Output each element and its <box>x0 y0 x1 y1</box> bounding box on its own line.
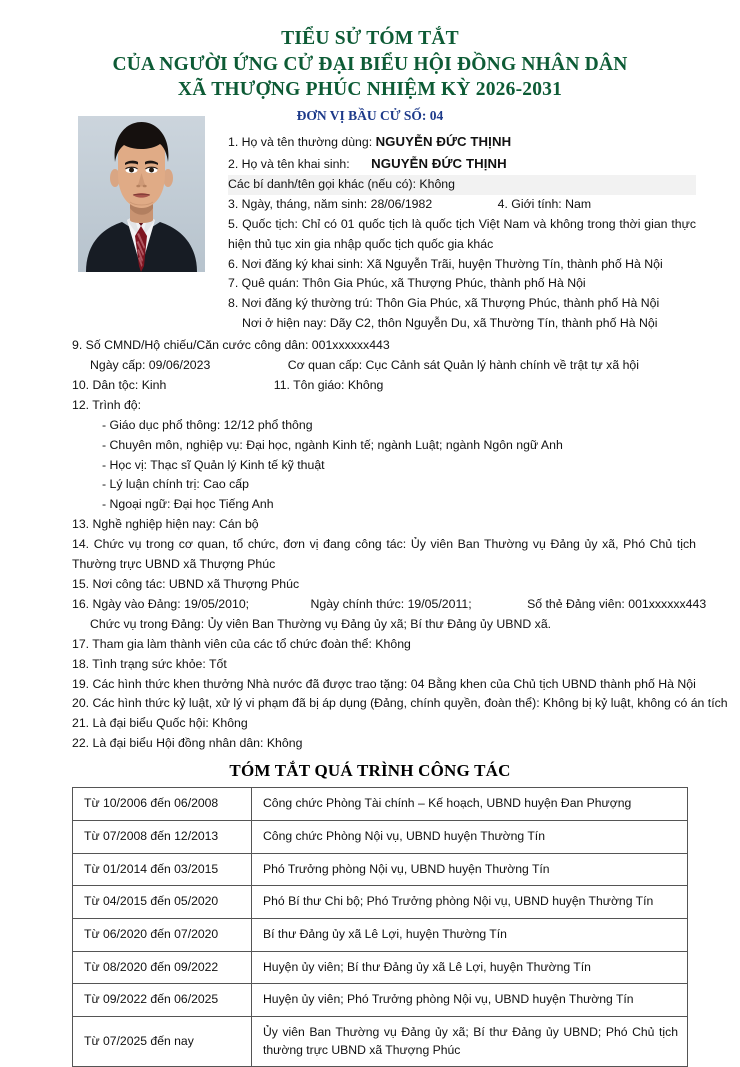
career-period: Từ 08/2020 đến 09/2022 <box>73 951 252 984</box>
info-item-12-education: 12. Trình độ: <box>72 397 142 412</box>
info-item-22-people-council: 22. Là đại biểu Hội đồng nhân dân: Không <box>72 736 303 751</box>
career-duty: Phó Bí thư Chi bộ; Phó Trưởng phòng Nội vụ, UBND huyện Thường Tín <box>252 886 688 919</box>
info-item-12d-politics: - Lý luận chính trị: Cao cấp <box>102 477 249 492</box>
info-item-15-workplace: 15. Nơi công tác: UBND xã Thượng Phúc <box>72 577 300 592</box>
candidate-portrait-photo <box>78 116 205 272</box>
item1-label: 1. Họ và tên thường dùng: <box>228 135 373 150</box>
item1-value: NGUYỄN ĐỨC THỊNH <box>375 134 512 150</box>
info-item-7-hometown: 7. Quê quán: Thôn Gia Phúc, xã Thượng Phúc, thành phố Hà Nội <box>228 276 586 291</box>
info-item-2 <box>228 153 696 175</box>
career-duty: Huyện ủy viên; Bí thư Đảng ủy xã Lê Lợi, huyện Thường Tín <box>252 951 688 984</box>
info-item-8-residence: 8. Nơi đăng ký thường trú: Thôn Gia Phúc, xã Thượng Phúc, thành phố Hà Nội <box>228 296 660 311</box>
career-period: Từ 07/2008 đến 12/2013 <box>73 820 252 853</box>
table-row <box>73 853 688 886</box>
career-period: Từ 04/2015 đến 05/2020 <box>73 886 252 919</box>
info-item-18-health: 18. Tình trạng sức khỏe: Tốt <box>72 656 227 671</box>
item16-official-date: Ngày chính thức: 19/05/2011; <box>310 596 472 611</box>
item9-issue-date: Ngày cấp: 09/06/2023 <box>90 358 211 373</box>
item3-birthdate: 3. Ngày, tháng, năm sinh: 28/06/1982 <box>228 196 433 211</box>
info-item-9-issue <box>72 356 696 376</box>
career-period: Từ 07/2025 đến nay <box>73 1016 252 1066</box>
info-item-20-discipline: 20. Các hình thức kỷ luật, xử lý vi phạm đã bị áp dụng (Đảng, chính quyền, đoàn thể): Không bị kỷ luật, không có án tích <box>72 696 728 711</box>
career-duty: Ủy viên Ban Thường vụ Đảng ủy xã; Bí thư Đảng ủy UBND; Phó Chủ tịch thường trực UBND xã Thượng Phúc <box>252 1016 688 1066</box>
career-duty: Bí thư Đảng ủy xã Lê Lợi, huyện Thường Tín <box>252 918 688 951</box>
career-duty: Công chức Phòng Tài chính – Kế hoạch, UBND huyện Đan Phượng <box>252 788 688 821</box>
career-duty: Huyện ủy viên; Phó Trưởng phòng Nội vụ, UBND huyện Thường Tín <box>252 984 688 1017</box>
document-header <box>0 0 740 125</box>
career-period: Từ 09/2022 đến 06/2025 <box>73 984 252 1017</box>
career-table-wrapper <box>72 787 688 1067</box>
table-row <box>73 788 688 821</box>
item10-ethnicity: 10. Dân tộc: Kinh <box>72 377 167 392</box>
info-item-12c-degree: - Học vị: Thạc sĩ Quản lý Kinh tế kỹ thuật <box>102 457 325 472</box>
career-duty: Phó Trưởng phòng Nội vụ, UBND huyện Thường Tín <box>252 853 688 886</box>
portrait-illustration <box>78 116 205 272</box>
info-item-16-party-position: Chức vụ trong Đảng: Ủy viên Ban Thường vụ Đảng ủy xã; Bí thư Đảng ủy UBND xã. <box>90 616 552 631</box>
table-row <box>73 1016 688 1066</box>
electoral-unit-label: ĐƠN VỊ BẦU CỬ SỐ: 04 <box>296 108 444 124</box>
info-item-17-organizations: 17. Tham gia làm thành viên của các tổ chức đoàn thể: Không <box>72 636 411 651</box>
career-table-body <box>73 788 688 1067</box>
table-row <box>73 820 688 853</box>
info-item-12e-language: - Ngoại ngữ: Đại học Tiếng Anh <box>102 497 274 512</box>
table-row <box>73 918 688 951</box>
title-line-1: TIỂU SỬ TÓM TẮT <box>281 28 459 49</box>
info-item-3-4 <box>228 195 696 215</box>
career-duty: Công chức Phòng Nội vụ, UBND huyện Thường Tín <box>252 820 688 853</box>
info-item-12a-general: - Giáo dục phổ thông: 12/12 phổ thông <box>102 417 313 432</box>
personal-info-top <box>228 131 696 334</box>
item9-issuer: Cơ quan cấp: Cục Cảnh sát Quản lý hành chính về trật tự xã hội <box>287 358 639 373</box>
info-alias-line: Các bí danh/tên gọi khác (nếu có): Không <box>228 175 696 195</box>
item2-label: 2. Họ và tên khai sinh: <box>228 156 350 171</box>
info-item-14-position: 14. Chức vụ trong cơ quan, tổ chức, đơn vị đang công tác: Ủy viên Ban Thường vụ Đảng ủy xã, Phó Chủ tịch Thường trực UBND xã Thượng Phúc <box>72 537 696 572</box>
info-item-12b-professional: - Chuyên môn, nghiệp vụ: Đại học, ngành Kinh tế; ngành Luật; ngành Ngôn ngữ Anh <box>102 437 563 452</box>
info-item-6-birthplace: 6. Nơi đăng ký khai sinh: Xã Nguyễn Trãi, huyện Thường Tín, thành phố Hà Nội <box>228 256 663 271</box>
info-item-9-id-number: 9. Số CMND/Hộ chiếu/Căn cước công dân: 001xxxxxx443 <box>72 338 390 353</box>
info-item-19-awards: 19. Các hình thức khen thưởng Nhà nước đã được trao tặng: 04 Bằng khen của Chủ tịch UBND thành phố Hà Nội <box>72 676 696 691</box>
career-period: Từ 01/2014 đến 03/2015 <box>73 853 252 886</box>
career-period: Từ 10/2006 đến 06/2008 <box>73 788 252 821</box>
item4-gender: 4. Giới tính: Nam <box>497 196 592 211</box>
info-item-1 <box>228 131 696 153</box>
career-period: Từ 06/2020 đến 07/2020 <box>73 918 252 951</box>
item16-join-date: 16. Ngày vào Đảng: 19/05/2010; <box>72 596 250 611</box>
item16-card-number: Số thẻ Đảng viên: 001xxxxxx443 <box>527 596 707 611</box>
item11-religion: 11. Tôn giáo: Không <box>273 377 384 392</box>
info-item-5-nationality: 5. Quốc tịch: Chỉ có 01 quốc tịch là quốc tịch Việt Nam và không trong thời gian thực hiện thủ tục xin gia nhập quốc tịch quốc gia khác <box>228 216 696 251</box>
info-item-16-party <box>72 595 707 615</box>
title-line-3: XÃ THƯỢNG PHÚC NHIỆM KỲ 2026-2031 <box>177 79 563 101</box>
title-line-2: CỦA NGƯỜI ỨNG CỬ ĐẠI BIỂU HỘI ĐỒNG NHÂN DÂN <box>112 53 628 75</box>
item2-value: NGUYỄN ĐỨC THỊNH <box>371 155 507 171</box>
personal-info-body <box>72 336 728 754</box>
career-section-heading: TÓM TẮT QUÁ TRÌNH CÔNG TÁC <box>229 761 511 781</box>
table-row <box>73 984 688 1017</box>
table-row <box>73 951 688 984</box>
info-item-13-occupation: 13. Nghề nghiệp hiện nay: Cán bộ <box>72 517 259 532</box>
info-item-10-11 <box>72 376 696 396</box>
info-item-8-current-address: Nơi ở hiện nay: Dãy C2, thôn Nguyễn Du, xã Thường Tín, thành phố Hà Nội <box>242 316 658 331</box>
table-row <box>73 886 688 919</box>
career-history-table <box>72 787 688 1067</box>
info-item-21-national-assembly: 21. Là đại biểu Quốc hội: Không <box>72 716 248 731</box>
